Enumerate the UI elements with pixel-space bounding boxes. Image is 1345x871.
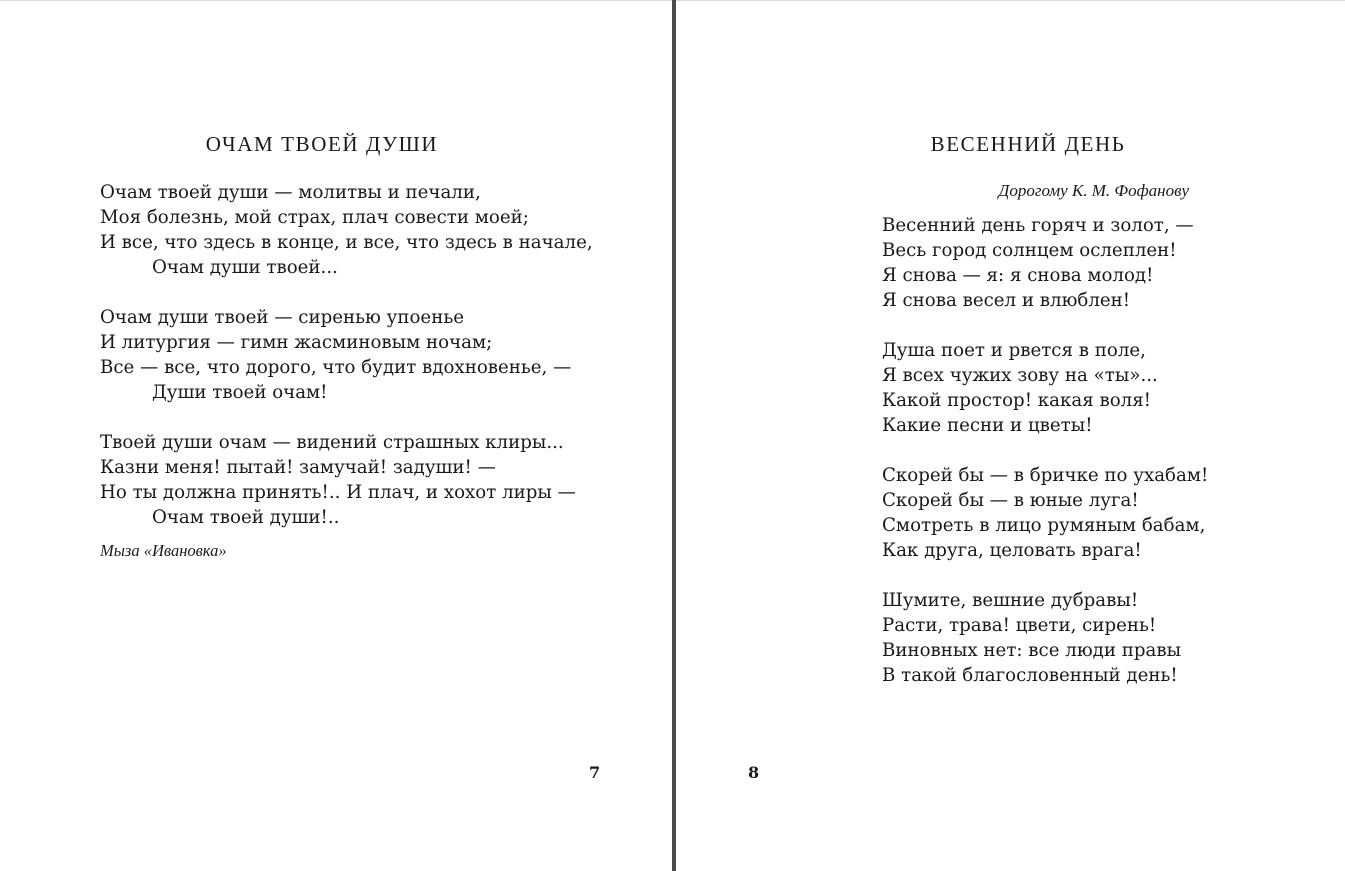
stanza (882, 338, 1208, 438)
poem-title: ОЧАМ ТВОЕЙ ДУШИ (205, 132, 439, 156)
poem-line: И все, что здесь в конце, и все, что здесь в начале, (100, 232, 593, 253)
poem-line: В такой благословенный день! (882, 665, 1178, 686)
poem-title: ВЕСЕННИЙ ДЕНЬ (930, 132, 1126, 156)
poem-body (100, 180, 593, 555)
poem-line: Душа поет и рвется в поле, (882, 340, 1146, 361)
poem-line: И литургия — гимн жасминовым ночам; (100, 332, 493, 353)
dedication: Дорогому К. М. Фофанову (998, 181, 1189, 200)
poem-line: Весенний день горяч и золот, — (882, 215, 1194, 236)
poem-line: Очам души твоей — сиренью упоенье (100, 307, 464, 328)
poem-line: Скорей бы — в бричке по ухабам! (882, 465, 1209, 486)
poem-line: Но ты должна принять!.. И плач, и хохот лиры — (100, 482, 576, 503)
stanza (882, 463, 1208, 563)
poem-line: Я снова весел и влюблен! (882, 290, 1131, 311)
poem-line: Какие песни и цветы! (882, 415, 1093, 436)
poem-line: Скорей бы — в юные луга! (882, 490, 1139, 511)
poem-line: Казни меня! пытай! замучай! задуши! — (100, 457, 496, 478)
poem-line-refrain: Очам твоей души!.. (152, 507, 340, 528)
poem-line: Расти, трава! цвети, сирень! (882, 615, 1157, 636)
right-page (676, 0, 1345, 871)
place-note: Мыза «Ивановка» (100, 541, 227, 560)
poem-body (882, 213, 1208, 713)
stanza (882, 588, 1208, 688)
stanza (100, 180, 593, 280)
page-number: 7 (589, 763, 601, 782)
poem-line: Моя болезнь, мой страх, плач совести моей; (100, 207, 529, 228)
page-number: 8 (748, 763, 760, 782)
poem-line: Я всех чужих зову на «ты»... (882, 365, 1158, 386)
left-page (0, 0, 672, 871)
poem-line: Весь город солнцем ослеплен! (882, 240, 1177, 261)
stanza (100, 305, 593, 405)
poem-line: Я снова — я: я снова молод! (882, 265, 1154, 286)
poem-line-refrain: Очам души твоей... (152, 257, 338, 278)
poem-line-refrain: Души твоей очам! (152, 382, 328, 403)
poem-line: Виновных нет: все люди правы (882, 640, 1182, 661)
stanza (100, 430, 593, 530)
poem-line: Твоей души очам — видений страшных клиры... (100, 432, 564, 453)
stanza (882, 213, 1208, 313)
poem-line: Очам твоей души — молитвы и печали, (100, 182, 481, 203)
poem-line: Как друга, целовать врага! (882, 540, 1142, 561)
poem-line: Шумите, вешние дубравы! (882, 590, 1139, 611)
poem-line: Какой простор! какая воля! (882, 390, 1151, 411)
poem-line: Смотреть в лицо румяным бабам, (882, 515, 1206, 536)
poem-line: Все — все, что дорого, что будит вдохновенье, — (100, 357, 572, 378)
